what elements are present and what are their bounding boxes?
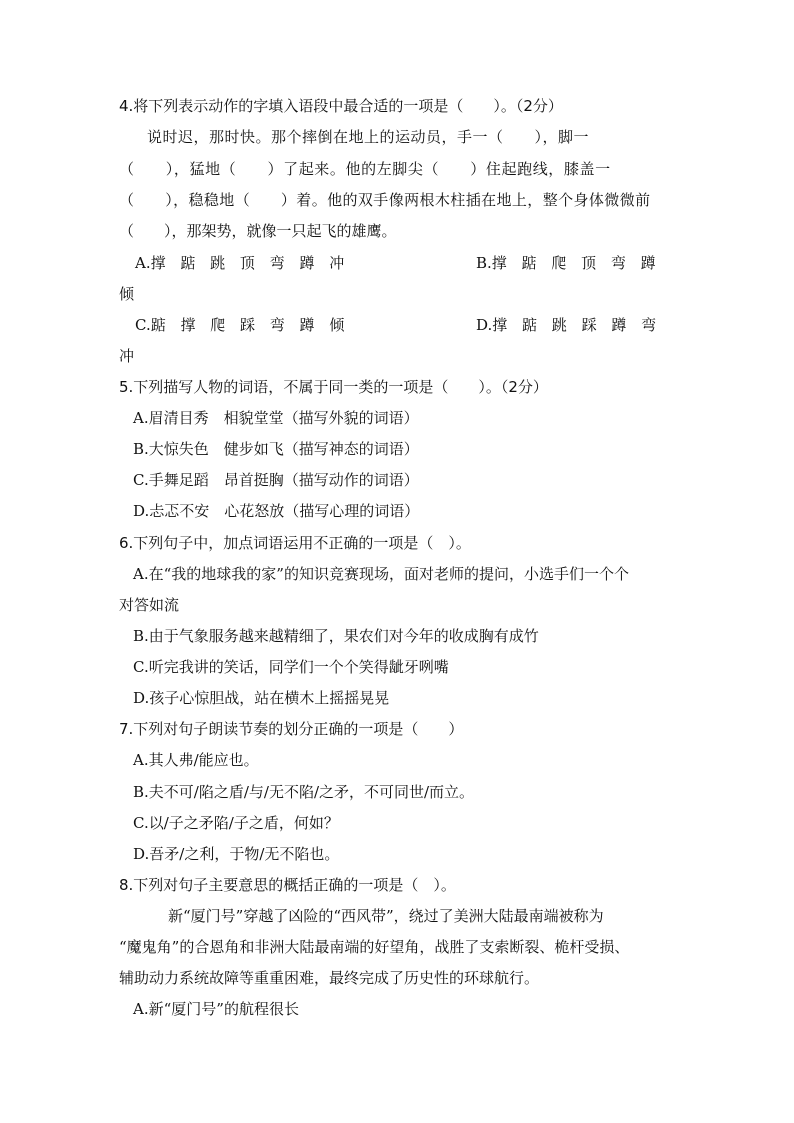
q7-option-d: D.吾矛/之利，于物/无不陷也。	[133, 845, 340, 863]
q4-option-d-wrap: 冲	[119, 347, 135, 365]
q4-option-c: C.踮 撑 爬 踩 弯 蹲 倾	[135, 316, 345, 334]
q6-option-a: A.在“我的地球我的家”的知识竞赛现场，面对老师的提问，小选手们一个个	[133, 565, 629, 583]
q5-option-a: A.眉清目秀 相貌堂堂（描写外貌的词语）	[133, 409, 419, 427]
q7-option-a: A.其人弗/能应也。	[133, 751, 259, 769]
q4-option-d: D.撑 踮 跳 踩 蹲 弯	[476, 316, 657, 334]
q8-stem: 8.下列对句子主要意思的概括正确的一项是（ ）。	[119, 876, 456, 894]
q4-passage-line-1: 说时迟，那时快。那个摔倒在地上的运动员，手一（ ），脚一	[147, 128, 590, 146]
q4-option-b: B.撑 踮 爬 顶 弯 蹲	[476, 254, 656, 272]
q4-passage-line-3: （ ），稳稳地（ ）着。他的双手像两根木柱插在地上，整个身体微微前	[119, 191, 651, 209]
q4-option-b-wrap: 倾	[119, 285, 135, 303]
q5-option-b: B.大惊失色 健步如飞（描写神态的词语）	[133, 440, 419, 458]
q8-passage-line-1: 新“厦门号”穿越了凶险的“西风带”，绕过了美洲大陆最南端被称为	[168, 907, 604, 925]
q8-passage-line-3: 辅助动力系统故障等重重困难，最终完成了历史性的环球航行。	[119, 969, 540, 987]
q4-stem: 4.将下列表示动作的字填入语段中最合适的一项是（ ）。（2分）	[119, 97, 563, 115]
q7-stem: 7.下列对句子朗读节奏的划分正确的一项是（ ）	[119, 720, 464, 738]
q4-passage-line-2: （ ），猛地（ ）了起来。他的左脚尖（ ）住起跑线，膝盖一	[119, 160, 611, 178]
q8-passage-line-2: “魔鬼角”的合恩角和非洲大陆最南端的好望角，战胜了支索断裂、桅杆受损、	[119, 938, 630, 956]
q5-option-d: D.忐忑不安 心花怒放（描写心理的词语）	[133, 502, 420, 520]
q6-option-d: D.孩子心惊胆战，站在横木上摇摇晃晃	[133, 689, 390, 707]
q6-option-a-wrap: 对答如流	[119, 596, 180, 614]
q6-option-c: C.听完我讲的笑话，同学们一个个笑得龇牙咧嘴	[133, 658, 449, 676]
q4-option-a: A.撑 踮 跳 顶 弯 蹲 冲	[135, 254, 345, 272]
q6-option-b: B.由于气象服务越来越精细了，果农们对今年的收成胸有成竹	[133, 627, 539, 645]
q7-option-c: C.以/子之矛陷/子之盾，何如？	[133, 814, 339, 832]
q5-option-c: C.手舞足蹈 昂首挺胸（描写动作的词语）	[133, 471, 419, 489]
q5-stem: 5.下列描写人物的词语，不属于同一类的一项是（ ）。（2分）	[119, 378, 548, 396]
q4-passage-line-4: （ ），那架势，就像一只起飞的雄鹰。	[119, 222, 397, 240]
q6-stem: 6.下列句子中，加点词语运用不正确的一项是（ ）。	[119, 534, 471, 552]
q7-option-b: B.夫不可/陷之盾/与/无不陷/之矛，不可同世/而立。	[133, 783, 475, 801]
q8-option-a: A.新“厦门号”的航程很长	[133, 1000, 299, 1018]
